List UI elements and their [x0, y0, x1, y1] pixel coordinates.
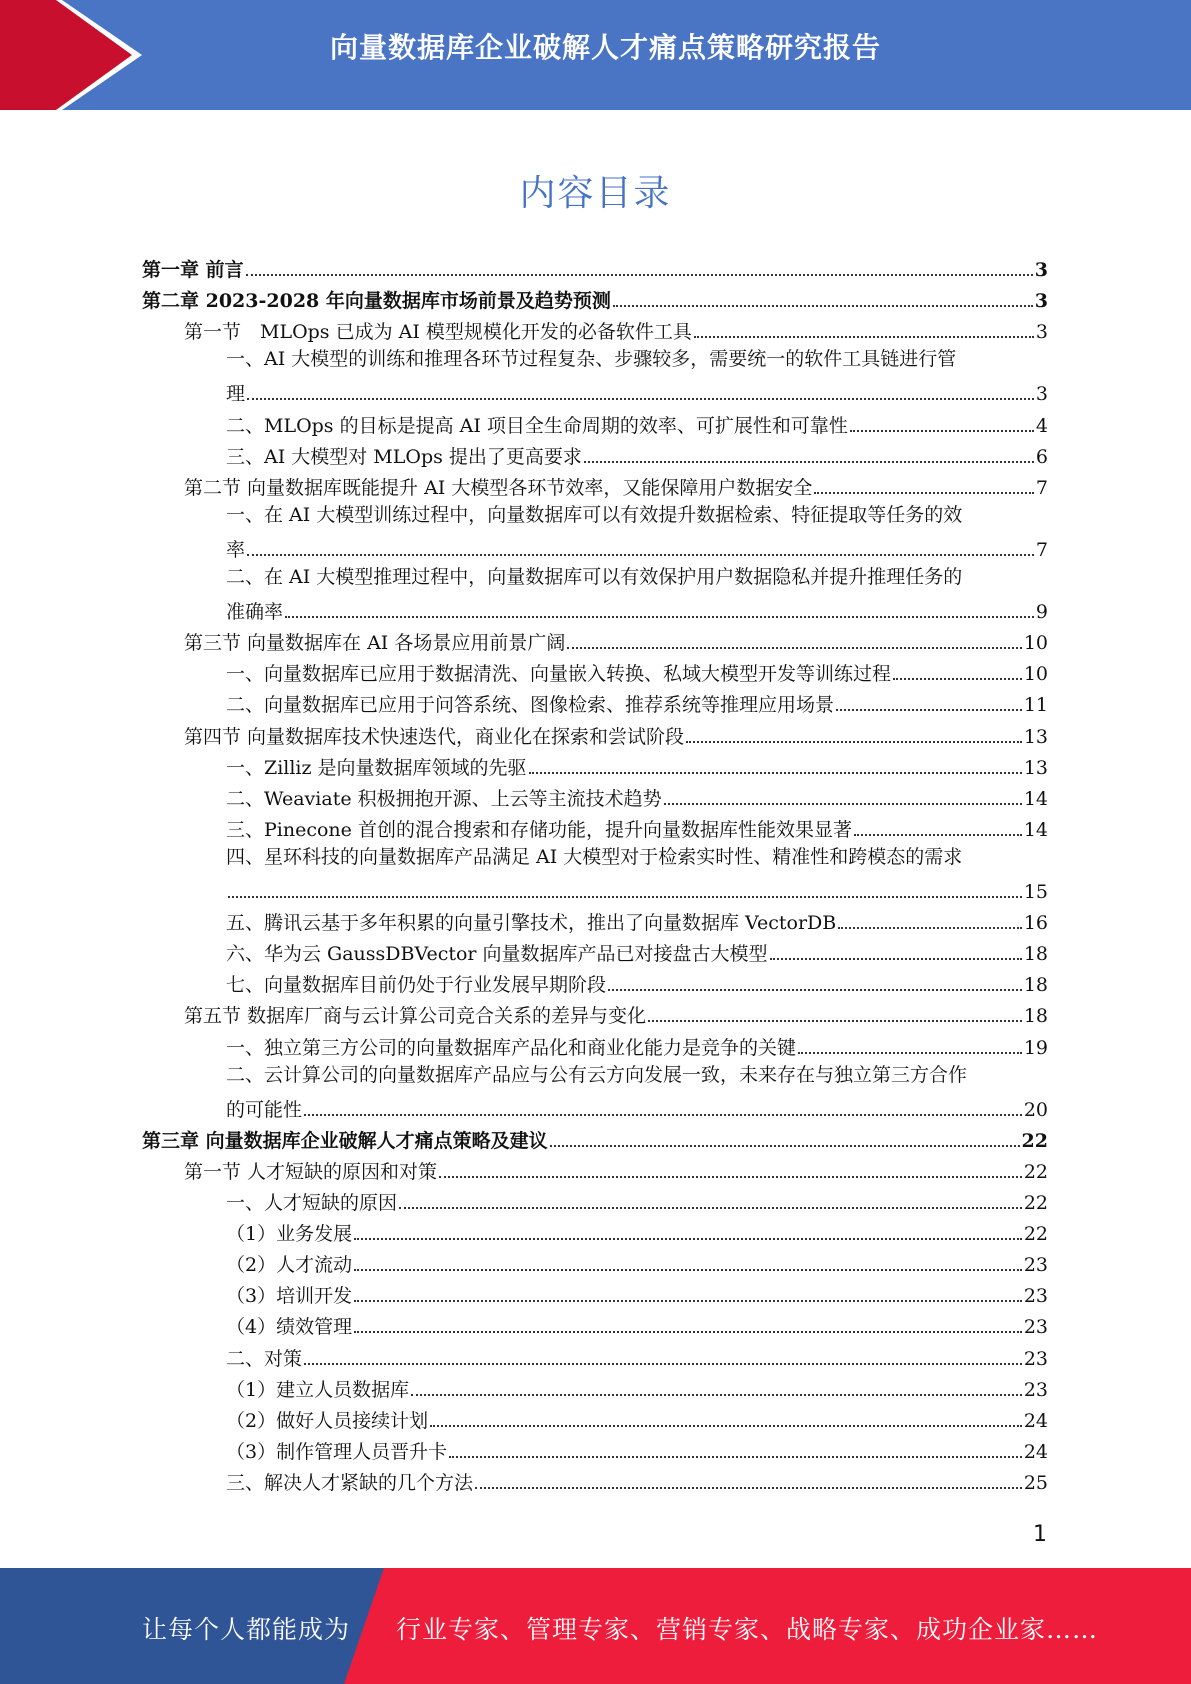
toc-entry-page: 14 — [1023, 818, 1048, 841]
toc-entry[interactable] — [226, 1311, 1048, 1339]
toc-dot-leader — [836, 709, 1022, 711]
toc-entry[interactable] — [226, 1374, 1048, 1402]
footer-slogan-right: 行业专家、管理专家、营销专家、战略专家、成功企业家…… — [396, 1615, 1099, 1644]
toc-entry[interactable] — [226, 503, 1048, 531]
toc-dot-leader — [247, 554, 1034, 556]
toc-entry-title: 第二章 2023-2028 年向量数据库市场前景及趋势预测 — [142, 290, 611, 313]
toc-entry[interactable] — [184, 721, 1048, 749]
toc-dot-leader — [664, 803, 1022, 805]
toc-entry[interactable] — [226, 1218, 1048, 1246]
toc-entry[interactable] — [226, 1436, 1048, 1464]
toc-entry-title: 二、Weaviate 积极拥抱开源、上云等主流技术趋势 — [226, 787, 662, 810]
toc-entry-page: 15 — [1023, 881, 1048, 903]
toc-entry-page: 14 — [1023, 787, 1048, 810]
toc-entry[interactable] — [184, 627, 1048, 655]
toc-entry[interactable] — [226, 814, 1048, 842]
toc-entry-title: 六、华为云 GaussDBVector 向量数据库产品已对接盘古大模型 — [226, 943, 768, 966]
toc-entry-page: 3 — [1035, 383, 1048, 406]
toc-dot-leader — [354, 1300, 1022, 1302]
toc-entry-page: 10 — [1023, 663, 1048, 686]
footer-slogan-left: 让每个人都能成为 — [142, 1615, 351, 1644]
toc-entry-title: 一、独立第三方公司的向量数据库产品化和商业化能力是竞争的关键 — [226, 1036, 797, 1059]
toc-entry-page: 22 — [1023, 1160, 1048, 1183]
toc-heading: 内容目录 — [519, 173, 672, 214]
toc-entry-title: 七、向量数据库目前仍处于行业发展早期阶段 — [226, 974, 607, 997]
toc-entry-page: 13 — [1023, 725, 1048, 748]
toc-entry[interactable] — [226, 876, 1048, 904]
toc-entry-page: 11 — [1023, 694, 1048, 717]
toc-entry-page: 3 — [1034, 259, 1048, 281]
toc-entry-page: 18 — [1023, 943, 1048, 966]
toc-entry-title: （2）人才流动 — [226, 1254, 353, 1277]
toc-entry[interactable] — [226, 1467, 1048, 1495]
toc-dot-leader — [838, 927, 1022, 929]
toc-entry-title: 第二节 向量数据库既能提升 AI 大模型各环节效率，又能保障用户数据安全 — [184, 476, 813, 499]
toc-dot-leader — [814, 492, 1034, 494]
toc-entry[interactable] — [226, 1063, 1048, 1091]
toc-entry-page: 22 — [1023, 1192, 1048, 1214]
toc-entry-page: 24 — [1023, 1440, 1048, 1463]
toc-entry-title: 一、Zilliz 是向量数据库领域的先驱 — [226, 756, 527, 779]
toc-entry-title: （1）业务发展 — [226, 1223, 353, 1246]
toc-dot-leader — [686, 741, 1022, 743]
toc-entry-title: 一、AI 大模型的训练和推理各环节过程复杂、步骤较多，需要统一的软件工具链进行管 — [226, 348, 957, 371]
toc-dot-leader — [613, 305, 1033, 307]
toc-dot-leader — [529, 772, 1022, 774]
toc-dot-leader — [798, 1052, 1022, 1054]
toc-entry[interactable] — [226, 1405, 1048, 1433]
toc-entry[interactable] — [142, 254, 1048, 282]
toc-entry[interactable] — [226, 1249, 1048, 1277]
toc-entry-title: 第五节 数据库厂商与云计算公司竞合关系的差异与变化 — [184, 1005, 647, 1028]
toc-dot-leader — [648, 1020, 1022, 1022]
toc-entry-title: （4）绩效管理 — [226, 1316, 353, 1339]
toc-entry-page: 13 — [1023, 756, 1048, 779]
toc-entry[interactable] — [226, 596, 1048, 624]
toc-dot-leader — [694, 336, 1034, 338]
toc-entry-page: 23 — [1023, 1316, 1048, 1339]
toc-entry-page: 23 — [1023, 1254, 1048, 1277]
toc-entry[interactable] — [226, 410, 1048, 438]
toc-dot-leader — [399, 1207, 1022, 1209]
toc-dot-leader — [354, 1331, 1022, 1333]
page-header — [0, 0, 1191, 110]
toc-entry-title: 第三章 向量数据库企业破解人才痛点策略及建议 — [142, 1129, 548, 1152]
toc-entry[interactable] — [226, 441, 1048, 469]
toc-entry-title: 五、腾讯云基于多年积累的向量引擎技术，推出了向量数据库 VectorDB — [226, 912, 837, 935]
toc-dot-leader — [285, 616, 1034, 618]
toc-dot-leader — [304, 1363, 1022, 1365]
toc-dot-leader — [430, 1425, 1022, 1427]
toc-entry[interactable] — [226, 1094, 1048, 1122]
toc-entry[interactable] — [226, 347, 1048, 375]
toc-dot-leader — [770, 958, 1022, 960]
toc-entry[interactable] — [226, 845, 1048, 873]
toc-dot-leader — [246, 274, 1033, 276]
toc-entry[interactable] — [184, 316, 1048, 344]
toc-entry-title: 第一章 前言 — [142, 259, 244, 281]
toc-entry-title: 第一节 MLOps 已成为 AI 模型规模化开发的必备软件工具 — [184, 321, 692, 344]
toc-entry[interactable] — [226, 658, 1048, 686]
toc-entry[interactable] — [226, 1343, 1048, 1371]
toc-entry-title: （3）培训开发 — [226, 1285, 353, 1308]
toc-entry-title: 准确率 — [226, 601, 284, 624]
toc-entry-page: 3 — [1034, 290, 1048, 313]
toc-entry[interactable] — [226, 378, 1048, 406]
page-footer — [0, 1568, 1191, 1684]
toc-entry[interactable] — [226, 534, 1048, 562]
toc-entry[interactable] — [226, 689, 1048, 717]
toc-entry-page: 22 — [1023, 1223, 1048, 1246]
report-title: 向量数据库企业破解人才痛点策略研究报告 — [329, 31, 881, 64]
toc-entry-page: 23 — [1023, 1347, 1048, 1370]
toc-dot-leader — [354, 1269, 1022, 1271]
toc-entry-page: 22 — [1021, 1129, 1048, 1152]
toc-entry-page: 10 — [1023, 632, 1048, 655]
toc-entry-title: （3）制作管理人员晋升卡 — [226, 1440, 448, 1463]
toc-entry-title: （2）做好人员接续计划 — [226, 1409, 429, 1432]
toc-entry-title: 一、在 AI 大模型训练过程中，向量数据库可以有效提升数据检索、特征提取等任务的效 — [226, 503, 963, 526]
page-number: 1 — [1033, 1522, 1047, 1547]
toc-dot-leader — [354, 1238, 1022, 1240]
toc-entry-page: 19 — [1023, 1036, 1048, 1059]
toc-dot-leader — [893, 678, 1022, 680]
toc-entry[interactable] — [142, 1125, 1048, 1153]
toc-dot-leader — [247, 398, 1034, 400]
toc-entry[interactable] — [226, 1187, 1048, 1215]
toc-dot-leader — [854, 834, 1022, 836]
toc-entry-title: 第四节 向量数据库技术快速迭代，商业化在探索和尝试阶段 — [184, 725, 685, 748]
toc-entry[interactable] — [184, 472, 1048, 500]
toc-dot-leader — [449, 1456, 1022, 1458]
toc-entry-title: （1）建立人员数据库 — [226, 1378, 410, 1401]
toc-entry-title: 二、云计算公司的向量数据库产品应与公有云方向发展一致，未来存在与独立第三方合作 — [226, 1063, 968, 1086]
toc-dot-leader — [411, 1394, 1022, 1396]
toc-entry[interactable] — [142, 285, 1048, 313]
toc-dot-leader — [228, 896, 1022, 898]
toc-entry-page: 23 — [1023, 1378, 1048, 1401]
toc-entry[interactable] — [226, 783, 1048, 811]
toc-entry-page: 6 — [1035, 445, 1048, 468]
toc-dot-leader — [608, 989, 1022, 991]
toc-entry-title: 率 — [226, 538, 246, 561]
toc-entry-title: 第三节 向量数据库在 AI 各场景应用前景广阔 — [184, 632, 566, 655]
toc-entry-page: 18 — [1023, 974, 1048, 997]
toc-dot-leader — [475, 1487, 1022, 1489]
toc-entry[interactable] — [226, 938, 1048, 966]
toc-entry-title: 二、向量数据库已应用于问答系统、图像检索、推荐系统等推理应用场景 — [226, 694, 835, 717]
toc-entry-title: 三、AI 大模型对 MLOps 提出了更高要求 — [226, 445, 582, 468]
toc-entry[interactable] — [226, 907, 1048, 935]
toc-entry-title: 二、MLOps 的目标是提高 AI 项目全生命周期的效率、可扩展性和可靠性 — [226, 414, 848, 437]
toc-entry[interactable] — [226, 752, 1048, 780]
toc-dot-leader — [850, 430, 1034, 432]
toc-entry[interactable] — [226, 969, 1048, 997]
toc-entry[interactable] — [226, 565, 1048, 593]
toc-entry-title: 理 — [226, 383, 246, 406]
toc-entry-page: 20 — [1023, 1098, 1048, 1121]
toc-entry-page: 25 — [1023, 1471, 1048, 1494]
toc-dot-leader — [567, 647, 1021, 649]
toc-entry[interactable] — [226, 1032, 1048, 1060]
toc-entry-title: 一、人才短缺的原因 — [226, 1192, 398, 1214]
toc-entry-title: 二、对策 — [226, 1347, 303, 1370]
toc-dot-leader — [304, 1114, 1022, 1116]
toc-entry-page: 4 — [1035, 414, 1048, 437]
toc-entry-title: 一、向量数据库已应用于数据清洗、向量嵌入转换、私域大模型开发等训练过程 — [226, 663, 892, 686]
toc-entry-page: 7 — [1035, 476, 1048, 499]
toc-dot-leader — [550, 1145, 1020, 1147]
toc-entry-page: 9 — [1035, 601, 1048, 624]
toc-entry-page: 7 — [1035, 538, 1048, 561]
toc-entry-page: 24 — [1023, 1409, 1048, 1432]
toc-entry-title: 第一节 人才短缺的原因和对策 — [184, 1160, 438, 1183]
toc-entry-title: 三、Pinecone 首创的混合搜索和存储功能，提升向量数据库性能效果显著 — [226, 818, 852, 841]
toc-entry-page: 16 — [1023, 912, 1048, 935]
toc-entry[interactable] — [184, 1000, 1048, 1028]
toc-dot-leader — [584, 461, 1034, 463]
toc-entry-page: 23 — [1023, 1285, 1048, 1308]
toc-entry-title: 的可能性 — [226, 1098, 303, 1121]
toc-entry[interactable] — [184, 1156, 1048, 1184]
toc-entry-page: 18 — [1023, 1005, 1048, 1028]
toc-entry[interactable] — [226, 1280, 1048, 1308]
toc-entry-title: 四、星环科技的向量数据库产品满足 AI 大模型对于检索实时性、精准性和跨模态的需求 — [226, 845, 963, 868]
toc-dot-leader — [439, 1176, 1022, 1178]
toc-entry-title: 三、解决人才紧缺的几个方法 — [226, 1471, 474, 1494]
toc-entry-title: 二、在 AI 大模型推理过程中，向量数据库可以有效保护用户数据隐私并提升推理任务的 — [226, 566, 963, 588]
toc-entry-page: 3 — [1035, 321, 1048, 344]
